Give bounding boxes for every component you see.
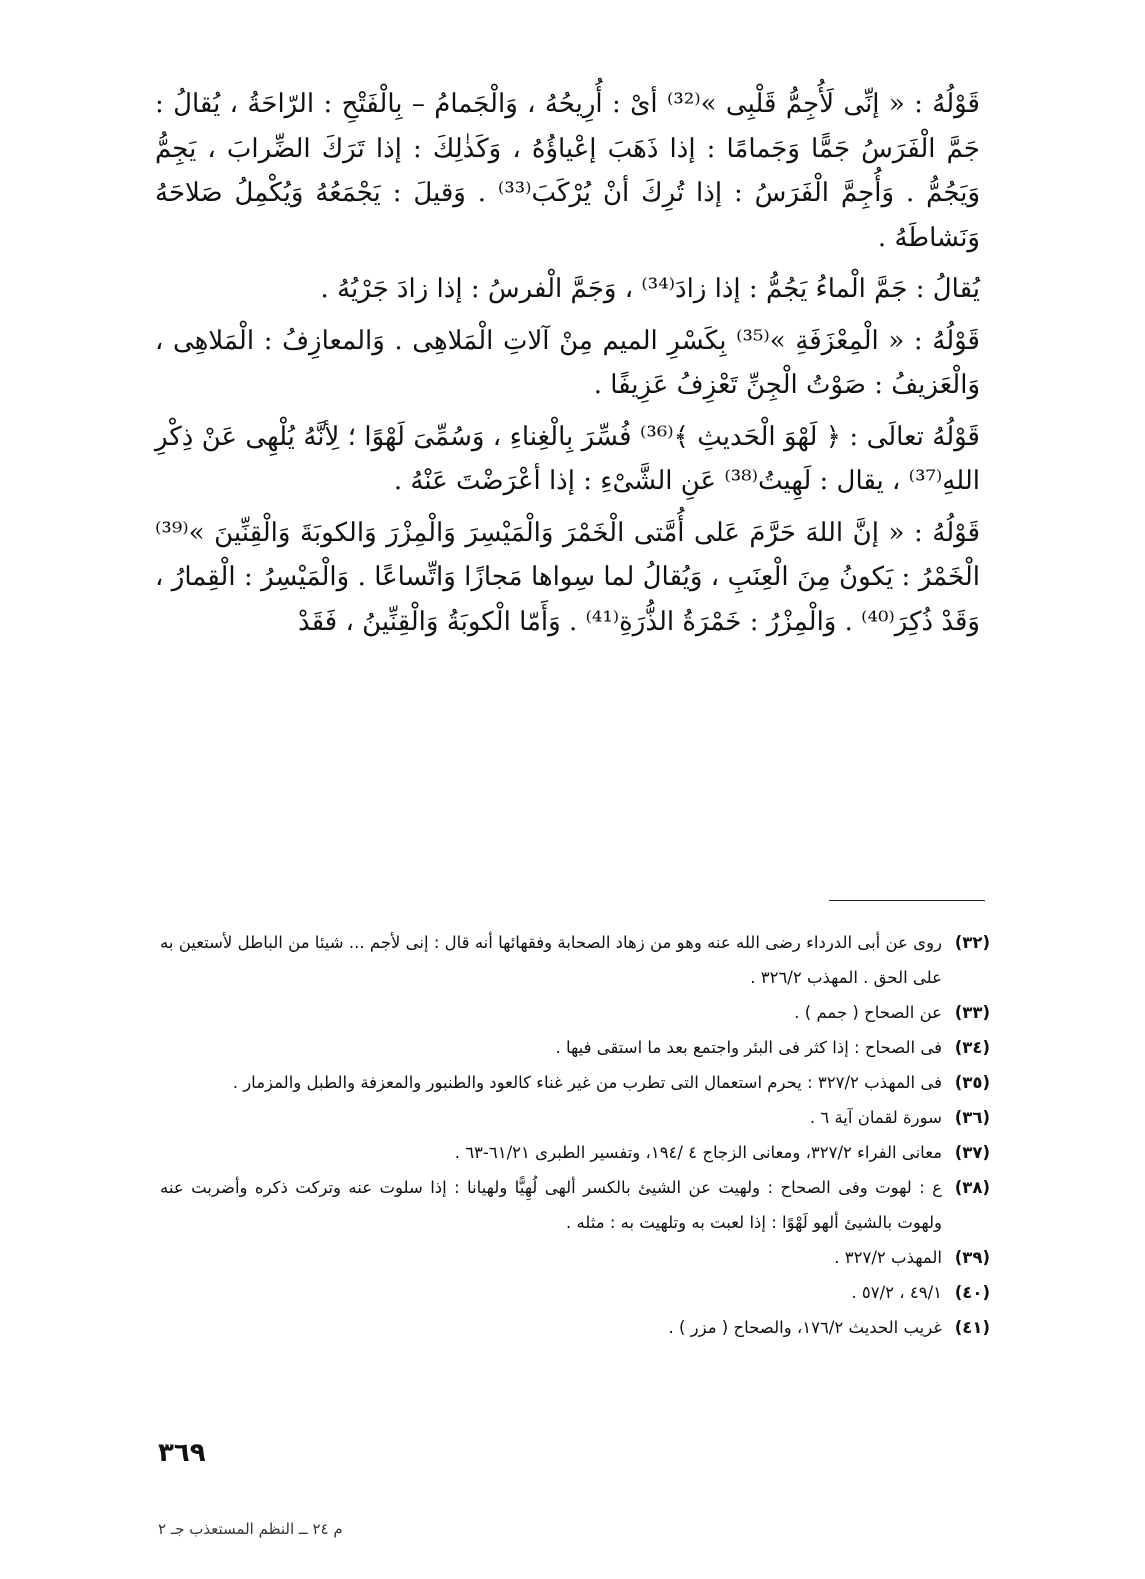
footnote — [160, 1030, 990, 1065]
footnote-text: معانى الفراء ٣٢٧/٢، ومعانى الزجاج ٤ /١٩٤، وتفسير الطبرى ٦١/٢١-٦٣ . — [454, 1143, 942, 1162]
footnote — [160, 1065, 990, 1100]
footnote — [160, 1275, 990, 1310]
paragraph: قَوْلُهُ : « الْمِعْزَفَةِ »⁽³⁵⁾ بِكَسْرِ الميم مِنْ آلاتِ الْمَلاهِى . وَالمعازِفُ : الْمَلاهِى ، وَالْعَزيفُ : صَوْتُ الْجِنِّ تَعْزِفُ عَزِيفًا . — [155, 325, 980, 400]
page-number: ٣٦٩ — [158, 1438, 206, 1468]
footnote — [160, 1170, 990, 1240]
footnote-number: (٣٥) — [954, 1073, 990, 1092]
paragraph: قَوْلُهُ : « إنِّى لَأُجِمُّ قَلْبِى »⁽³²⁾ أىْ : أُرِيحُهُ ، وَالْجَمامُ – بِالْفَتْحِ : الرّاحَةُ ، يُقالُ : جَمَّ الْفَرَسُ جَمًّا وَجَمامًا : إذا ذَهَبَ إعْياؤُهُ ، وَكَذٰلِكَ : إذا تَرَكَ الضِّرابَ ، يَجِمُّ وَيَجُمُّ . وَأُجِمَّ الْفَرَسُ : إذا تُرِكَ أنْ يُرْكَبَ⁽³³⁾ . وَقيلَ : يَجْمَعُهُ وَيُكْمِلُ صَلاحَهُ وَنَشاطَهُ . — [155, 89, 980, 253]
footnote-number: (٣٤) — [954, 1038, 990, 1057]
footnote — [160, 1135, 990, 1170]
footnote-text: ع : لهوت وفى الصحاح : ولهيت عن الشيئ بالكسر ألهى لُهِيًّا ولهيانا : إذا سلوت عنه وتركت ذكره وأضربت عنه ولهوت بالشيئ ألهو لَهْوًا : إذا لعبت به وتلهيت به : مثله . — [160, 1178, 942, 1232]
footnote — [160, 1100, 990, 1135]
footnote-number: (٣٢) — [954, 933, 990, 952]
footnote — [160, 925, 990, 995]
printer-signature: م ٢٤ ــ النظم المستعذب جـ ٢ — [158, 1520, 343, 1538]
footnote-number: (٣٧) — [954, 1143, 990, 1162]
paragraph: قَوْلُهُ : « إنَّ اللهَ حَرَّمَ عَلى أُمَّتى الْخَمْرَ وَالْمَيْسِرَ وَالْمِزْرَ وَالكوبَةَ وَالْقِنِّينَ »⁽³⁹⁾ الْخَمْرُ : يَكونُ مِنَ الْعِنَبِ ، وَيُقالُ لما سِواها مَجازًا وَاتِّساعًا . وَالْمَيْسِرُ : الْقِمارُ ، وَقَدْ ذُكِرَ⁽⁴⁰⁾ . وَالْمِزْرُ : خَمْرَةُ الذُّرَةِ⁽⁴¹⁾ . وَأَمّا الْكوبَةُ وَالْقِنِّينُ ، فَقَدْ — [155, 517, 980, 637]
footnote-text: غريب الحديث ١٧٦/٢، والصحاح ( مزر ) . — [668, 1318, 942, 1337]
paragraph: قَوْلُهُ تعالَى : ﴿ لَهْوَ الْحَديثِ ﴾⁽³⁶⁾ فُسِّرَ بِالْغِناءِ ، وَسُمِّىَ لَهْوًا ؛ لِأنَّهُ يُلْهِى عَنْ ذِكْرِ اللهِ⁽³⁷⁾ ، يقال : لَهِيتُ⁽³⁸⁾ عَنِ الشَّىْءِ : إذا أعْرَضْتَ عَنْهُ . — [155, 421, 980, 496]
footnote-text: فى الصحاح : إذا كثر فى البئر واجتمع بعد ما استقى فيها . — [555, 1038, 942, 1057]
footnote — [160, 995, 990, 1030]
footnote-text: ٤٩/١ ، ٥٧/٢ . — [851, 1283, 942, 1302]
footnote-number: (٤١) — [954, 1318, 990, 1337]
paragraph: يُقالُ : جَمَّ الْماءُ يَجُمُّ : إذا زادَ⁽³⁴⁾ ، وَجَمَّ الْفرسُ : إذا زادَ جَرْيُهُ . — [320, 274, 980, 304]
main-text-body — [155, 82, 980, 651]
footnote — [160, 1310, 990, 1345]
footnote-separator — [829, 900, 985, 901]
footnote — [160, 1240, 990, 1275]
footnote-text: سورة لقمان آية ٦ . — [809, 1108, 942, 1127]
footnote-text: عن الصحاح ( جمم ) . — [794, 1003, 942, 1022]
footnote-number: (٤٠) — [954, 1283, 990, 1302]
footnote-number: (٣٩) — [954, 1248, 990, 1267]
footnotes-section — [160, 925, 990, 1345]
footnote-text: فى المهذب ٣٢٧/٢ : يحرم استعمال التى تطرب من غير غناء كالعود والطنبور والمعزفة والطبل والمزمار . — [232, 1073, 942, 1092]
footnote-text: روى عن أبى الدرداء رضى الله عنه وهو من زهاد الصحابة وفقهائها أنه قال : إنى لأجم ... شيئا من الباطل لأستعين به على الحق . المهذب ٣٢٦/٢ . — [160, 933, 942, 987]
footnote-number: (٣٣) — [954, 1003, 990, 1022]
footnote-number: (٣٨) — [954, 1178, 990, 1197]
footnote-text: المهذب ٣٢٧/٢ . — [834, 1248, 942, 1267]
footnote-number: (٣٦) — [954, 1108, 990, 1127]
